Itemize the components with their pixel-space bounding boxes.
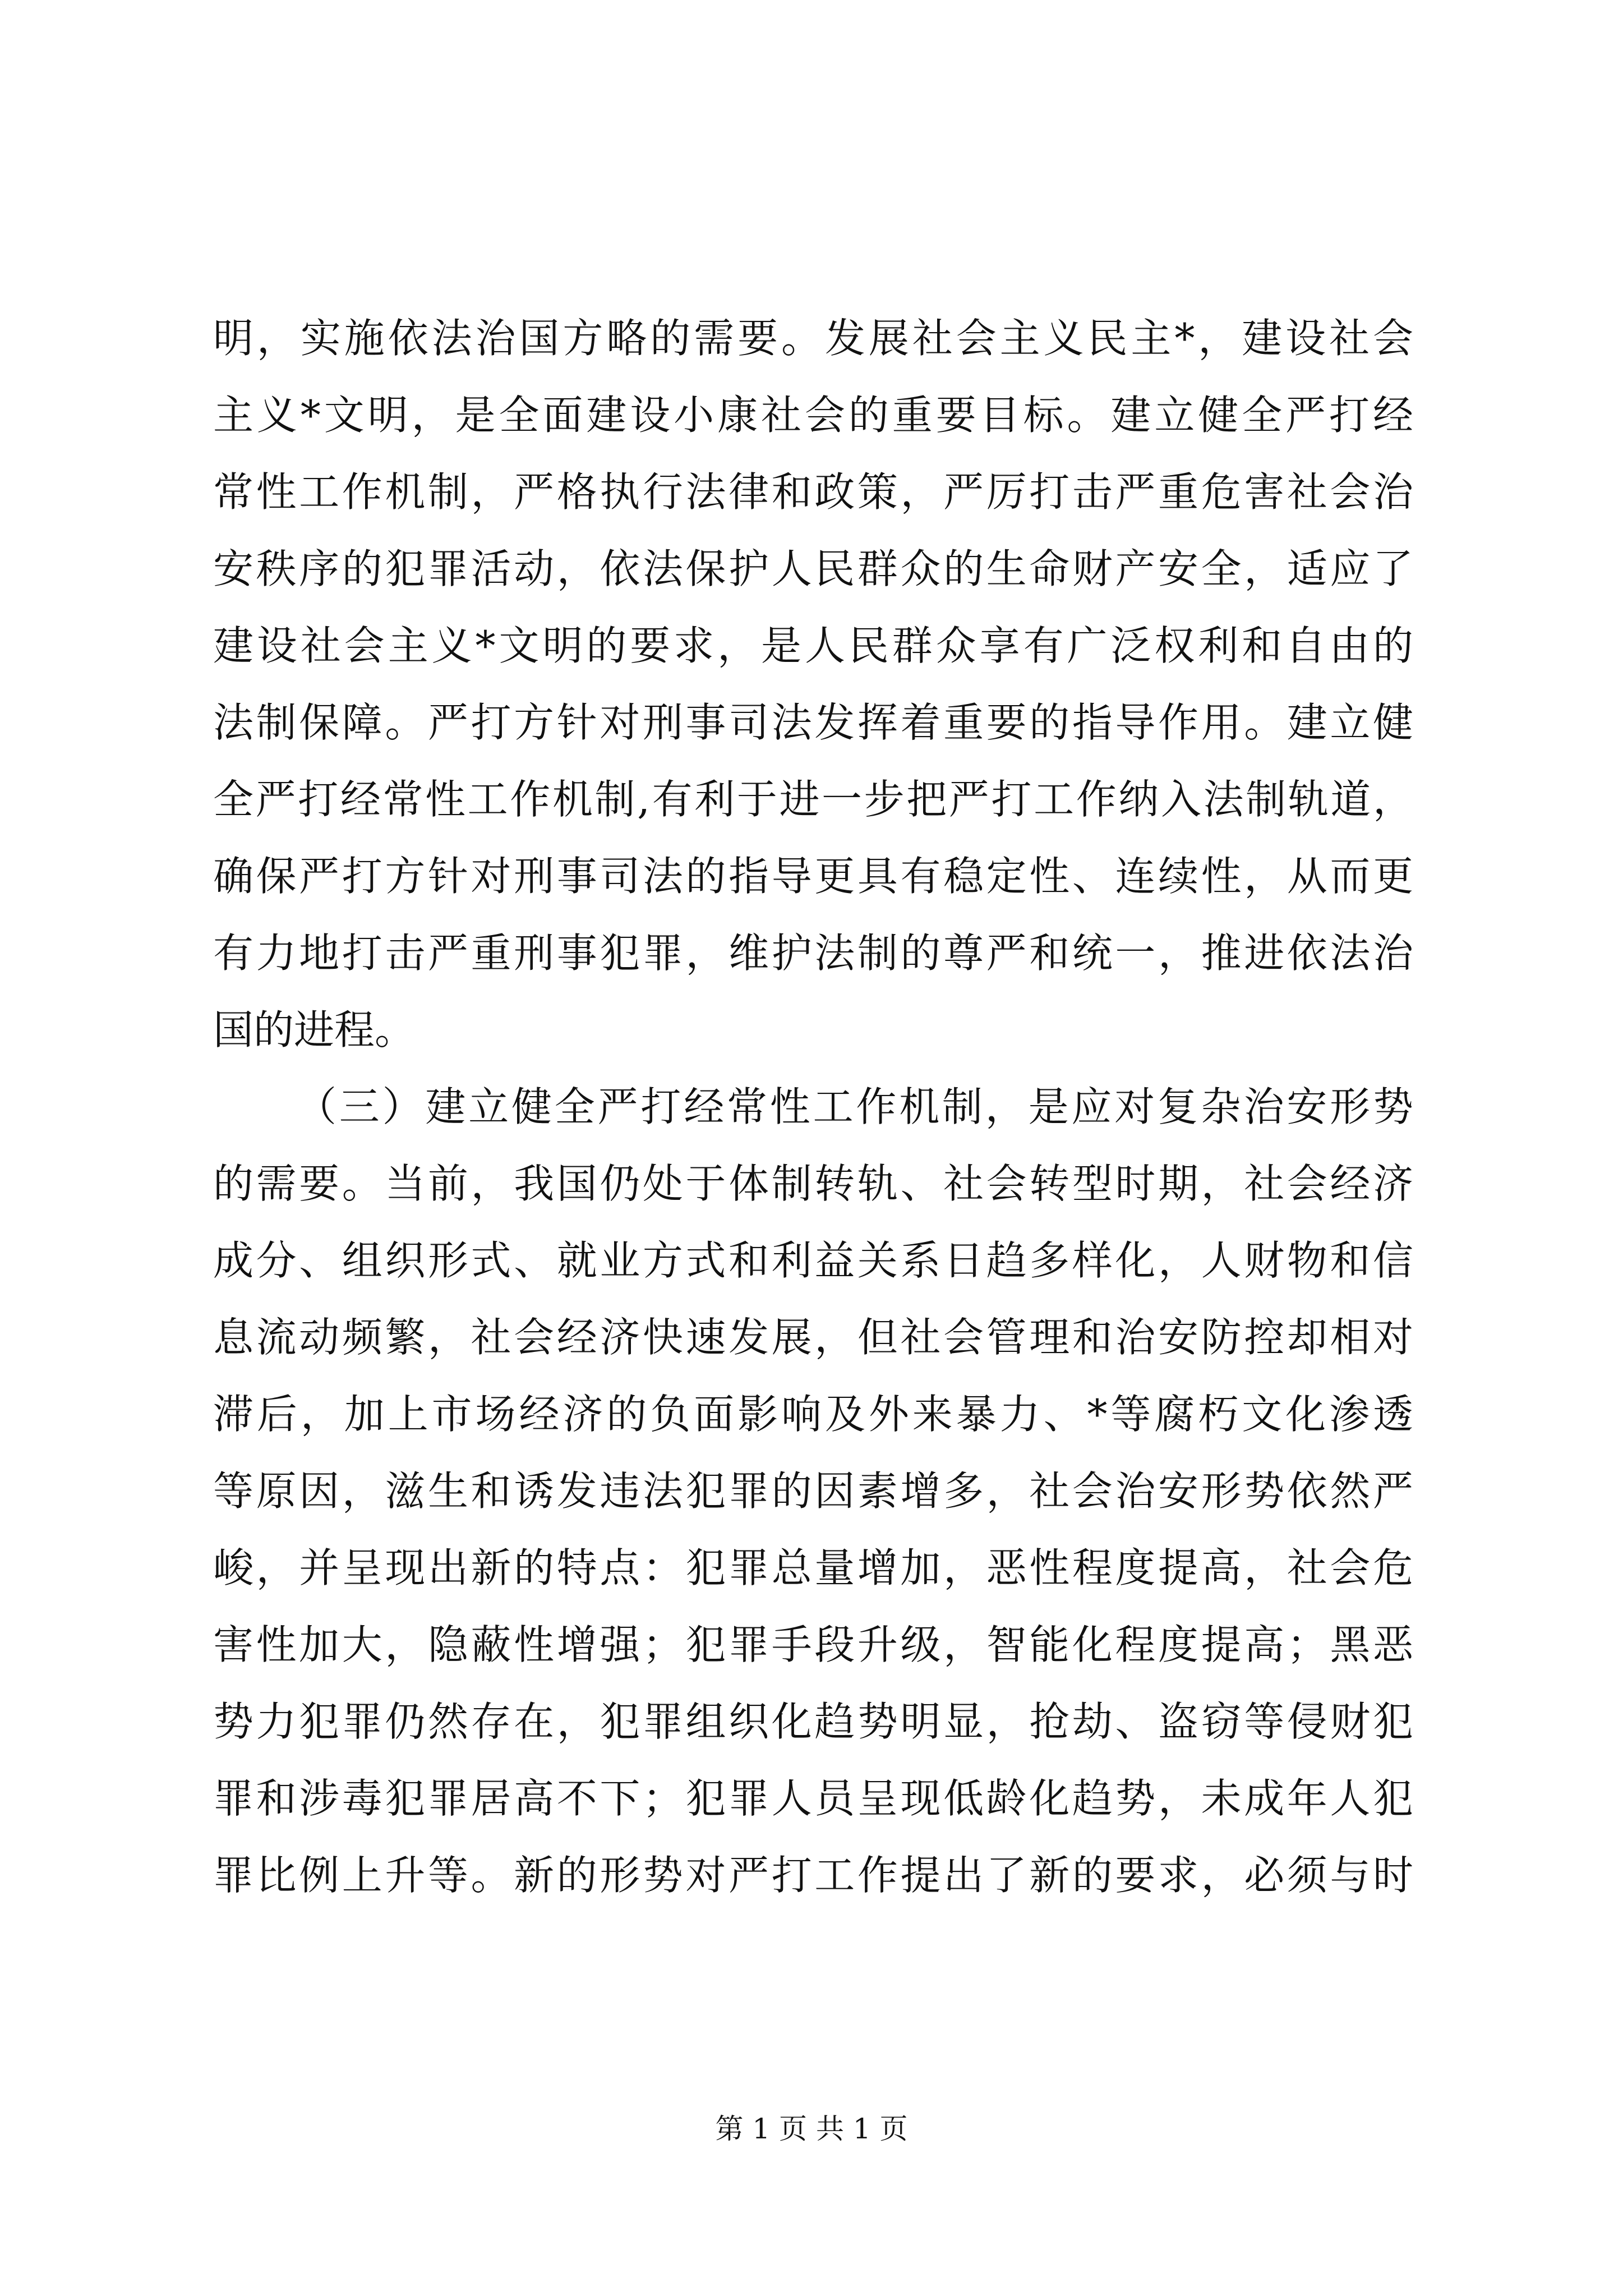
document-body	[213, 300, 1413, 1914]
page-number-footer: 第 1 页 共 1 页	[715, 2113, 908, 2145]
text-line: 明，实施依法治国方略的需要。发展社会主义民主*，建设社会	[213, 315, 1413, 362]
text-line: 全严打经常性工作机制,有利于进一步把严打工作纳入法制轨道，	[213, 776, 1413, 823]
text-line: 建设社会主义*文明的要求，是人民群众享有广泛权利和自由的	[213, 622, 1413, 669]
text-line: 成分、组织形式、就业方式和利益关系日趋多样化，人财物和信	[213, 1237, 1413, 1284]
text-line: 国的进程。	[213, 1006, 416, 1053]
text-line: 滞后，加上市场经济的负面影响及外来暴力、*等腐朽文化渗透	[213, 1391, 1413, 1438]
text-line: 罪和涉毒犯罪居高不下；犯罪人员呈现低龄化趋势，未成年人犯	[213, 1775, 1413, 1822]
text-line: 安秩序的犯罪活动，依法保护人民群众的生命财产安全，适应了	[213, 545, 1413, 592]
text-line: 害性加大，隐蔽性增强；犯罪手段升级，智能化程度提高；黑恶	[213, 1621, 1413, 1668]
text-line: 峻，并呈现出新的特点：犯罪总量增加，恶性程度提高，社会危	[213, 1544, 1413, 1591]
text-line: 息流动频繁，社会经济快速发展，但社会管理和治安防控却相对	[213, 1314, 1413, 1361]
text-line: 的需要。当前，我国仍处于体制转轨、社会转型时期，社会经济	[213, 1160, 1413, 1207]
text-line: 势力犯罪仍然存在，犯罪组织化趋势明显，抢劫、盗窃等侵财犯	[213, 1698, 1413, 1745]
text-line: 等原因，滋生和诱发违法犯罪的因素增多，社会治安形势依然严	[213, 1467, 1413, 1515]
text-line: 主义*文明，是全面建设小康社会的重要目标。建立健全严打经	[213, 392, 1413, 439]
text-line: 常性工作机制，严格执行法律和政策，严厉打击严重危害社会治	[213, 468, 1413, 516]
text-line: 有力地打击严重刑事犯罪，维护法制的尊严和统一，推进依法治	[213, 930, 1413, 977]
text-line: 法制保障。严打方针对刑事司法发挥着重要的指导作用。建立健	[213, 699, 1413, 746]
text-line: 确保严打方针对刑事司法的指导更具有稳定性、连续性，从而更	[213, 853, 1413, 900]
text-line: 罪比例上升等。新的形势对严打工作提出了新的要求，必须与时	[213, 1852, 1413, 1899]
section-heading-line: （三）建立健全严打经常性工作机制，是应对复杂治安形势	[296, 1083, 1413, 1130]
